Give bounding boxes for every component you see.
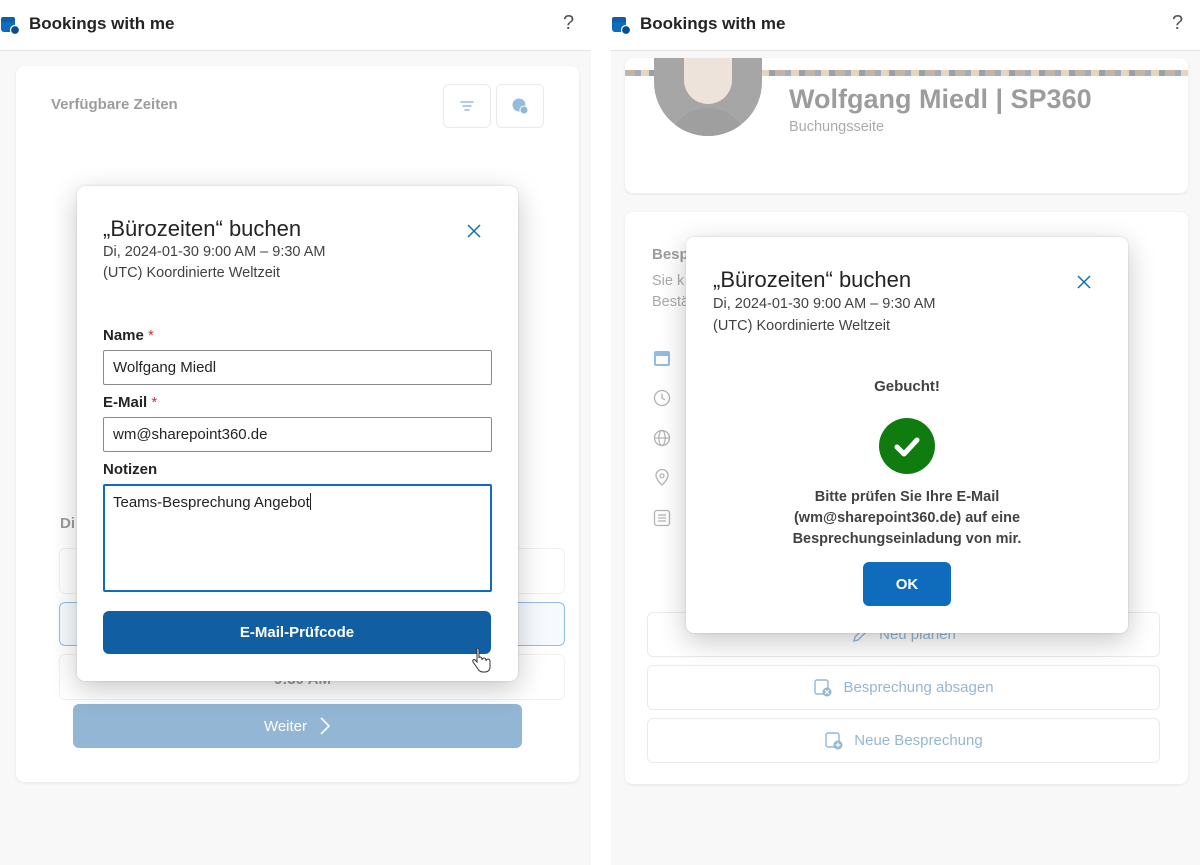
help-icon[interactable]: ? (1172, 12, 1184, 34)
confirmation-dialog (686, 237, 1128, 633)
confirmation-message (686, 487, 1128, 550)
dialog-datetime: Di, 2024-01-30 9:00 AM – 9:30 AM (103, 244, 326, 260)
ok-button[interactable]: OK (863, 562, 951, 606)
cursor-hand-icon (471, 648, 491, 674)
dialog-datetime: Di, 2024-01-30 9:00 AM – 9:30 AM (713, 296, 936, 312)
message-line: Besprechungseinladung von mir. (792, 531, 1022, 547)
help-icon[interactable]: ? (563, 12, 575, 34)
checkmark-icon (879, 418, 935, 474)
notes-value: Teams-Besprechung Angebot (113, 494, 310, 511)
name-field[interactable]: Wolfgang Miedl (103, 350, 492, 385)
dialog-timezone: (UTC) Koordinierte Weltzeit (103, 265, 281, 281)
notes-field[interactable] (103, 484, 492, 592)
booked-status: Gebucht! (874, 378, 940, 395)
close-icon[interactable] (464, 221, 484, 241)
app-title: Bookings with me (29, 14, 175, 33)
email-label (103, 394, 157, 411)
close-icon[interactable] (1074, 272, 1094, 292)
booking-dialog (77, 186, 518, 681)
message-line: (wm@sharepoint360.de) auf eine (793, 510, 1021, 526)
dialog-title: „Bürozeiten“ buchen (713, 267, 912, 292)
name-label-text: Name (103, 327, 144, 344)
dialog-title: „Bürozeiten“ buchen (103, 216, 302, 241)
dialog-timezone: (UTC) Koordinierte Weltzeit (713, 318, 891, 334)
email-verification-button[interactable]: E-Mail-Prüfcode (103, 611, 491, 654)
message-line: Bitte prüfen Sie Ihre E-Mail (814, 489, 1000, 505)
right-panel (611, 0, 1200, 865)
required-marker: * (151, 394, 158, 411)
text-cursor (310, 493, 311, 510)
top-bar (611, 0, 1200, 51)
email-label-text: E-Mail (103, 394, 148, 411)
app-calendar-icon (611, 15, 631, 35)
name-label (103, 327, 154, 344)
required-marker: * (148, 327, 154, 344)
app-title: Bookings with me (640, 14, 786, 33)
app-calendar-icon (0, 15, 20, 35)
left-panel (0, 0, 591, 865)
notes-label: Notizen (103, 461, 158, 478)
panel-divider (591, 0, 611, 865)
top-bar (0, 0, 591, 51)
email-field[interactable]: wm@sharepoint360.de (103, 417, 492, 452)
